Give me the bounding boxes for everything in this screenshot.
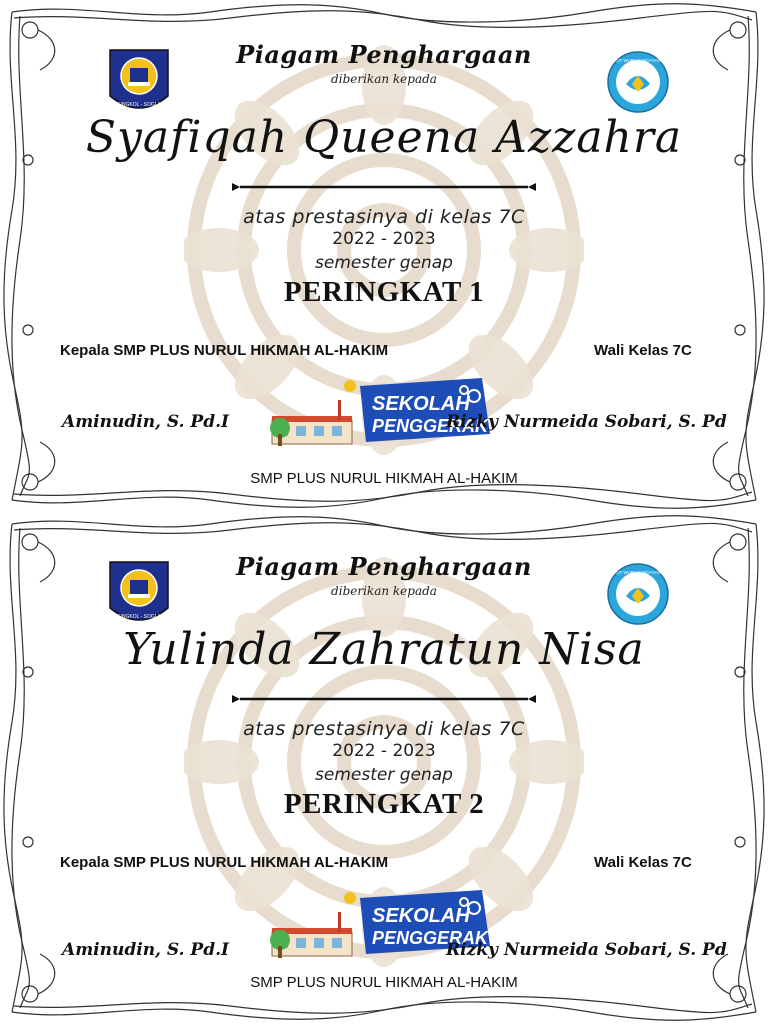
svg-text:TUT WURI HANDAYANI: TUT WURI HANDAYANI xyxy=(613,58,663,63)
school-name-footer: SMP PLUS NURUL HIKMAH AL-HAKIM xyxy=(250,470,518,487)
left-signatory-title: Kepala SMP PLUS NURUL HIKMAH AL-HAKIM xyxy=(60,342,389,359)
rank-text: PERINGKAT 2 xyxy=(283,788,485,820)
certificate-2 xyxy=(0,512,768,1024)
school-name-footer: SMP PLUS NURUL HIKMAH AL-HAKIM xyxy=(250,974,518,991)
recipient-name: Syafiqah Queena Azzahra xyxy=(85,112,683,163)
rank-text: PERINGKAT 1 xyxy=(283,276,485,308)
left-signatory-name: Aminudin, S. Pd.I xyxy=(62,940,229,960)
certificate-subtitle: diberikan kepada xyxy=(331,72,437,86)
right-signatory-title: Wali Kelas 7C xyxy=(594,342,692,359)
emblem-text-line1: SEKOLAH xyxy=(372,905,470,927)
semester-text: semester genap xyxy=(315,765,453,785)
svg-text:SINGKOL - SOGLA: SINGKOL - SOGLA xyxy=(117,614,161,620)
recipient-name: Yulinda Zahratun Nisa xyxy=(123,624,645,675)
semester-text: semester genap xyxy=(315,253,453,273)
name-divider xyxy=(232,180,536,194)
svg-text:TUT WURI HANDAYANI: TUT WURI HANDAYANI xyxy=(613,570,663,575)
certificate-title: Piagam Penghargaan xyxy=(236,40,532,69)
name-divider xyxy=(232,692,536,706)
left-signatory-title: Kepala SMP PLUS NURUL HIKMAH AL-HAKIM xyxy=(60,854,389,871)
emblem-text-line2: PENGGERAK xyxy=(372,928,489,948)
emblem-text-line2: PENGGERAK xyxy=(372,416,489,436)
academic-year: 2022 - 2023 xyxy=(332,229,436,249)
right-signatory-name: Rizky Nurmeida Sobari, S. Pd xyxy=(446,940,727,960)
left-signatory-name: Aminudin, S. Pd.I xyxy=(62,412,229,432)
certificate-subtitle: diberikan kepada xyxy=(331,584,437,598)
certificate-title: Piagam Penghargaan xyxy=(236,552,532,581)
academic-year: 2022 - 2023 xyxy=(332,741,436,761)
emblem-text-line1: SEKOLAH xyxy=(372,393,470,415)
right-signatory-name: Rizky Nurmeida Sobari, S. Pd xyxy=(446,412,727,432)
achievement-text: atas prestasinya di kelas 7C xyxy=(243,718,525,740)
svg-text:SINGKOL - SOGLA: SINGKOL - SOGLA xyxy=(117,102,161,108)
achievement-text: atas prestasinya di kelas 7C xyxy=(243,206,525,228)
right-signatory-title: Wali Kelas 7C xyxy=(594,854,692,871)
